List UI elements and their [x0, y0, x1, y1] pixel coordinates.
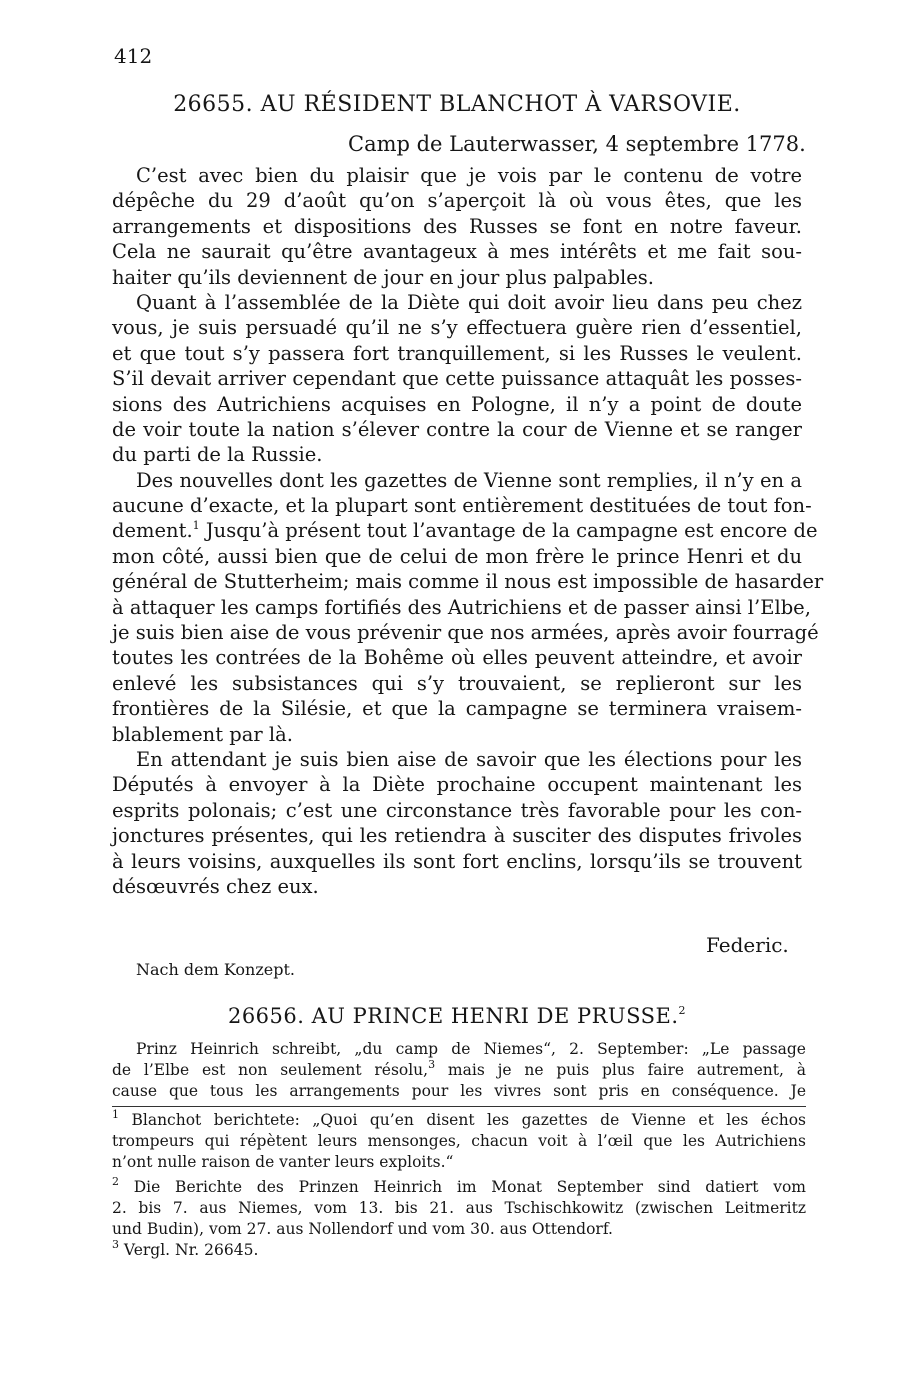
dateline: Camp de Lauterwasser, 4 septembre 1778. [348, 132, 806, 156]
body-line: Des nouvelles dont les gazettes de Vienne sont remplies, il n’y en a [136, 468, 802, 492]
body-line [112, 518, 818, 543]
footnote-ref-3: 3 [428, 1057, 436, 1071]
intro-text: de l’Elbe est non seulement résolu, [112, 1061, 429, 1079]
body-line: haiter qu’ils deviennent de jour en jour plus palpables. [112, 265, 654, 289]
letter-body [112, 163, 824, 899]
body-line: S’il devait arriver cependant que cette puissance attaquât les posses- [112, 367, 802, 391]
body-line: frontières de la Silésie, et que la campagne se terminera vraisem- [112, 697, 802, 721]
intro-line: Prinz Heinrich schreibt, „du camp de Niemes“, 2. September: „Le passage [136, 1040, 806, 1058]
intro-text: mais je ne puis plus faire autrement, à [435, 1061, 806, 1079]
body-line: sions des Autrichiens acquises en Pologne, il n’y a point de doute [112, 392, 802, 416]
body-line: dépêche du 29 d’août qu’on s’aperçoit là où vous êtes, que les [112, 189, 802, 213]
intro-line [112, 1057, 806, 1081]
footnote-line [112, 1174, 806, 1198]
body-line: je suis bien aise de vous prévenir que nos armées, après avoir fourragé [112, 621, 819, 645]
letter-heading [112, 1004, 802, 1028]
body-line: désœuvrés chez eux. [112, 874, 319, 898]
body-line: aucune d’exacte, et la plupart sont entièrement destituées de tout fon- [112, 494, 812, 518]
footnote-text: Die Berichte des Prinzen Heinrich im Monat September sind datiert vom [119, 1178, 806, 1196]
body-line: et que tout s’y passera fort tranquillement, si les Russes le veulent. [112, 341, 802, 365]
body-line: C’est avec bien du plaisir que je vois par le contenu de votre [136, 164, 802, 187]
page-number: 412 [114, 44, 153, 68]
footnote-ref-1: 1 [192, 518, 200, 532]
footnote-line: und Budin), vom 27. aus Nollendorf und vom 30. aus Ottendorf. [112, 1220, 613, 1238]
footnote-ref-2: 2 [678, 1004, 687, 1017]
body-line: Quant à l’assemblée de la Diète qui doit avoir lieu dans peu chez [136, 290, 802, 314]
footnote-mark: 2 [112, 1174, 119, 1188]
footnote-line: 2. bis 7. aus Niemes, vom 13. bis 21. aus Tschischkowitz (zwischen Leitmeritz [112, 1199, 806, 1217]
footnotes [112, 1107, 806, 1261]
body-line: vous, je suis persuadé qu’il ne s’y effectuera guère rien d’essentiel, [112, 316, 802, 340]
footnote-text: Blanchot berichtete: „Quoi qu’en disent les gazettes de Vienne et les échos [119, 1111, 806, 1129]
body-line: Députés à envoyer à la Diète prochaine occupent maintenant les [112, 773, 802, 797]
body-line: blablement par là. [112, 722, 293, 746]
footnote-separator [112, 1106, 806, 1107]
letter-intro [112, 1039, 806, 1102]
footnote-mark: 1 [112, 1107, 119, 1121]
body-line: esprits polonais; c’est une circonstance très favorable pour les con- [112, 798, 802, 822]
body-line: toutes les contrées de la Bohême où elles peuvent atteindre, et avoir [112, 646, 802, 670]
body-text: Jusqu’à présent tout l’avantage de la campagne est encore de [199, 519, 818, 543]
body-line: général de Stutterheim; mais comme il nous est impossible de hasarder [112, 570, 824, 594]
source-note: Nach dem Konzept. [136, 960, 295, 979]
body-line: jonctures présentes, qui les retiendra à susciter des disputes frivoles [112, 824, 802, 848]
body-line: à leurs voisins, auxquelles ils sont fort enclins, lorsqu’ils se trouvent [112, 849, 802, 873]
body-line: de voir toute la nation s’élever contre la cour de Vienne et se ranger [112, 417, 802, 441]
body-text: dement. [112, 519, 193, 543]
body-line: enlevé les subsistances qui s’y trouvaient, se replieront sur les [112, 671, 802, 695]
body-line: En attendant je suis bien aise de savoir que les élections pour les [136, 747, 802, 771]
footnote-line [112, 1237, 806, 1261]
body-line: Cela ne saurait qu’être avantageux à mes intérêts et me fait sou- [112, 240, 802, 264]
letter-heading: 26655. AU RÉSIDENT BLANCHOT À VARSOVIE. [173, 92, 741, 117]
footnote-line [112, 1107, 806, 1131]
body-line: du parti de la Russie. [112, 443, 323, 467]
body-line: à attaquer les camps fortifiés des Autrichiens et de passer ainsi l’Elbe, [112, 595, 811, 619]
footnote-line: n’ont nulle raison de vanter leurs exploits.“ [112, 1153, 454, 1171]
body-line: mon côté, aussi bien que de celui de mon frère le prince Henri et du [112, 544, 802, 568]
heading-text: 26656. AU PRINCE HENRI DE PRUSSE. [227, 1004, 679, 1028]
footnote-line: trompeurs qui répètent leurs mensonges, chacun voit à l’œil que les Autrichiens [112, 1132, 806, 1150]
signature: Federic. [706, 933, 789, 957]
footnote-text: Vergl. Nr. 26645. [119, 1241, 259, 1259]
intro-line: cause que tous les arrangements pour les vivres sont pris en conséquence. Je [112, 1082, 806, 1100]
footnote-mark: 3 [112, 1237, 119, 1251]
body-line: arrangements et dispositions des Russes se font en notre faveur. [112, 214, 802, 238]
